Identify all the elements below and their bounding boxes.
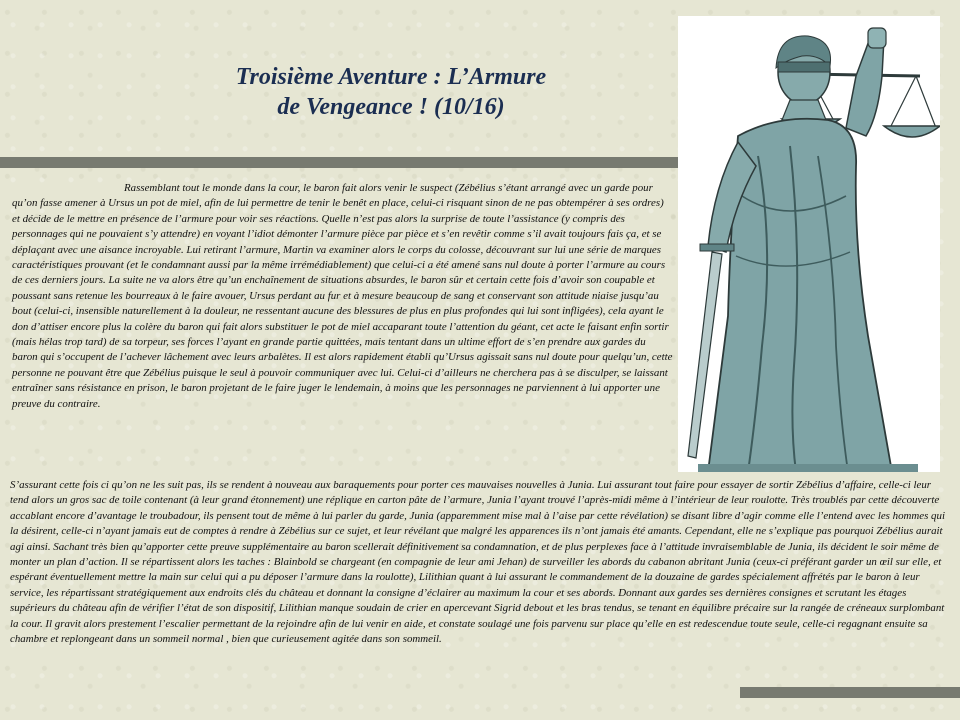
top-divider-bar	[0, 157, 700, 168]
page-title	[196, 62, 586, 122]
story-paragraph-2: S’assurant cette fois ci qu’on ne les suit pas, ils se rendent à nouveau aux baraquements pour porter ces mauvaises nouvelles à Junia. Lui assurant tout faire pour essayer de sortir Zébélius d’affaire, celle-ci leur tend alors un gros sac de toile contenant (à leur grand étonnement) une réplique en carton pâte de l’armure, Junia l’ayant trouvé l’après-midi même à l’intérieur de leur roulotte. Très troublés par cette découverte accablant encore d’avantage le troubadour, ils pensent tout de même à lui parler du garde, Junia (apparemment mise mal à l’aise par cette révélation) se disant libre d’agir comme elle l’entend avec les hommes qui la désirent, celle-ci n’ayant jamais eut de comptes à rendre à Zébélius sur ce sujet, et leur révélant que malgré les apparences ils n’ont jamais été amants. Cependant, elle ne s’explique pas pourquoi Zébélius aurait agi ainsi. Sachant très bien qu’apporter cette preuve supplémentaire au baron scellerait définitivement sa condamnation, et de plus perplexes face à l’attitude invraisemblable de Junia, ils décident le soir même de monter un plan d’action. Il se répartissent alors les taches : Blainbold se chargeant (en compagnie de leur ami Jehan) de surveiller les abords du cabanon abritant Junia (ceux-ci préférant garder un œil sur elle, et espérant éventuellement mettre la main sur celui qui a pu déposer l’armure dans la roulotte), Lilithian quant à lui assurant le commandement de la douzaine de gardes spécialement affrétés par le baron à leur service, les répartissant stratégiquement aux endroits clés du château et donnant la consigne d’éclairer au maximum la cour et ses abords. Donnant aux gardes ses dernières consignes et scrutant les étages supérieurs du château afin de vérifier l’état de son dispositif, Lilithian manque soudain de crier en apercevant Sigrid debout et les bras tendus, se tenant en équilibre précaire sur la rangée de créneaux surplombant la cour. Il gravit alors prestement l’escalier permettant de la rejoindre afin de lui venir en aide, et constate soulagé une fois parvenu sur place qu’elle en est redescendue toute seule, celle-ci regagnant ensuite sa chambre et replongeant dans un sommeil normal , bien que curieusement agitée dans son sommeil.	[10, 479, 945, 646]
bottom-divider-bar	[740, 687, 960, 698]
justice-statue-icon	[678, 16, 940, 472]
page-title-line-2: de Vengeance ! (10/16)	[277, 94, 505, 120]
justice-statue-image	[678, 16, 940, 472]
story-paragraph-1: Rassemblant tout le monde dans la cour, le baron fait alors venir le suspect (Zébélius s’étant arrangé avec un garde pour qu’on fasse amener à Ursus un pot de miel, afin de lui permettre de tenir le benêt en place, celui-ci risquant sinon de ne pas obtempérer à ses ordres) et décide de le mettre en présence de l’armure pour voir ses réactions. Quelle n’est pas alors la surprise de toute l’assistance (y compris des personnages qui ne pouvaient s’y attendre) en voyant l’idiot démonter l’armure pièce par pièce et s’en revêtir comme s’il avait toujours fais ça, et se déplaçant avec une aisance incroyable. Lui retirant l’armure, Martin va examiner alors le corps du colosse, découvrant sur lui une série de marques caractéristiques prouvant (et le condamnant aussi par la même irrémédiablement) que celui-ci a été amené sans nul doute à porter l’armure au cours de ces derniers jours. La suite ne va alors être qu’un enchaînement de situations absurdes, le baron sûr et certain cette fois d’avoir son coupable et poussant sans retenue les bourreaux à le faire avouer, Ursus perdant au fur et à mesure beaucoup de sang et conservant son attitude niaise jusqu’au bout (celui-ci, insensible naturellement à la douleur, ne ressentant aucune des blessures de plus en plus profondes qui lui sont infligées), cela ayant le don d’attiser encore plus la colère du baron qui fait alors substituer le pot de miel accaparant toute l’attention du géant, cet acte le faisant enfin sortir (mais hélas trop tard) de sa torpeur, ses forces l’ayant en grande partie quittées, mais tentant dans un ultime effort de s’en prendre aux gardes du baron qui s’occupent de l’achever lâchement avec leurs arbalètes. Il est alors rapidement établi qu’Ursus agissait sans nul doute pour quelqu’un, cette personne ne pouvant être que Zébélius puisque le seul à pouvoir communiquer avec lui. Celui-ci d’ailleurs ne cherchera pas à se disculper, se laissant entraîner sans résistance en prison, le baron projetant de le faire juger le lendemain, à moins que les personnages ne parviennent à lui apporter une preuve du contraire.	[12, 182, 673, 410]
page-title-line-1: Troisième Aventure : L’Armure	[235, 64, 547, 90]
